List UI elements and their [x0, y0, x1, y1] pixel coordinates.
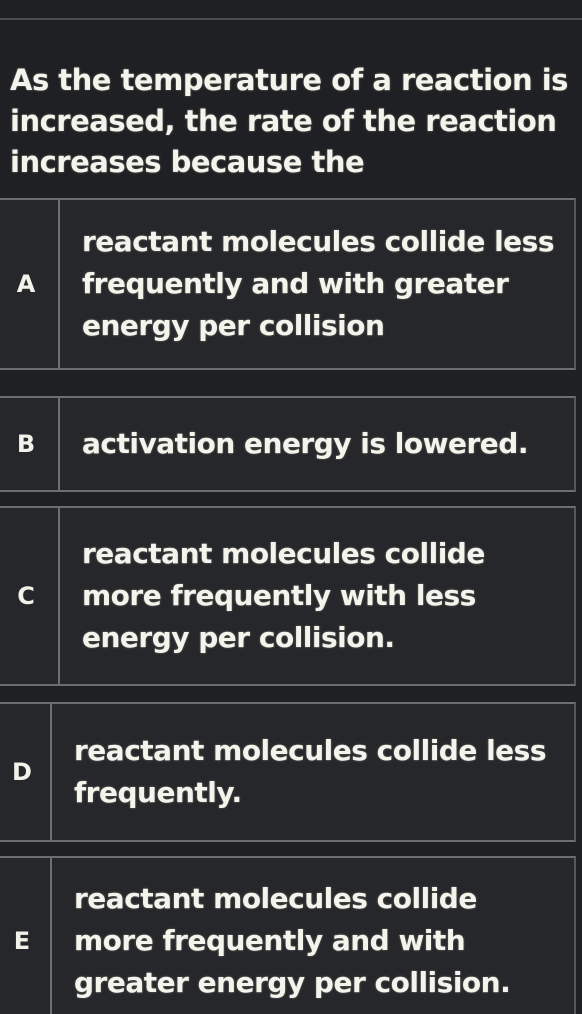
top-divider	[0, 18, 582, 20]
option-text: activation energy is lowered.	[82, 427, 528, 460]
answer-option-e[interactable]	[0, 856, 576, 1014]
option-letter: B	[16, 430, 36, 458]
option-letter-cell	[0, 858, 52, 1014]
answer-option-a[interactable]	[0, 198, 576, 370]
option-letter-cell	[0, 398, 60, 490]
answer-option-b[interactable]	[0, 396, 576, 492]
option-text: reactant molecules collide less frequently and with greater energy per collision	[82, 225, 554, 342]
option-letter: E	[13, 927, 31, 955]
question-text: As the temperature of a reaction is increased, the rate of the reaction increases because the	[10, 63, 568, 179]
option-text: reactant molecules collide less frequently.	[74, 734, 546, 809]
answer-option-d[interactable]	[0, 702, 576, 842]
option-letter: C	[17, 582, 35, 610]
option-text: reactant molecules collide more frequently and with greater energy per collision.	[74, 882, 511, 999]
option-text: reactant molecules collide more frequently with less energy per collision.	[82, 537, 485, 654]
option-letter-cell	[0, 200, 60, 368]
answer-option-c[interactable]	[0, 506, 576, 686]
option-letter: A	[16, 270, 36, 298]
option-letter-cell	[0, 508, 60, 684]
option-letter: D	[12, 758, 32, 786]
option-letter-cell	[0, 704, 52, 840]
